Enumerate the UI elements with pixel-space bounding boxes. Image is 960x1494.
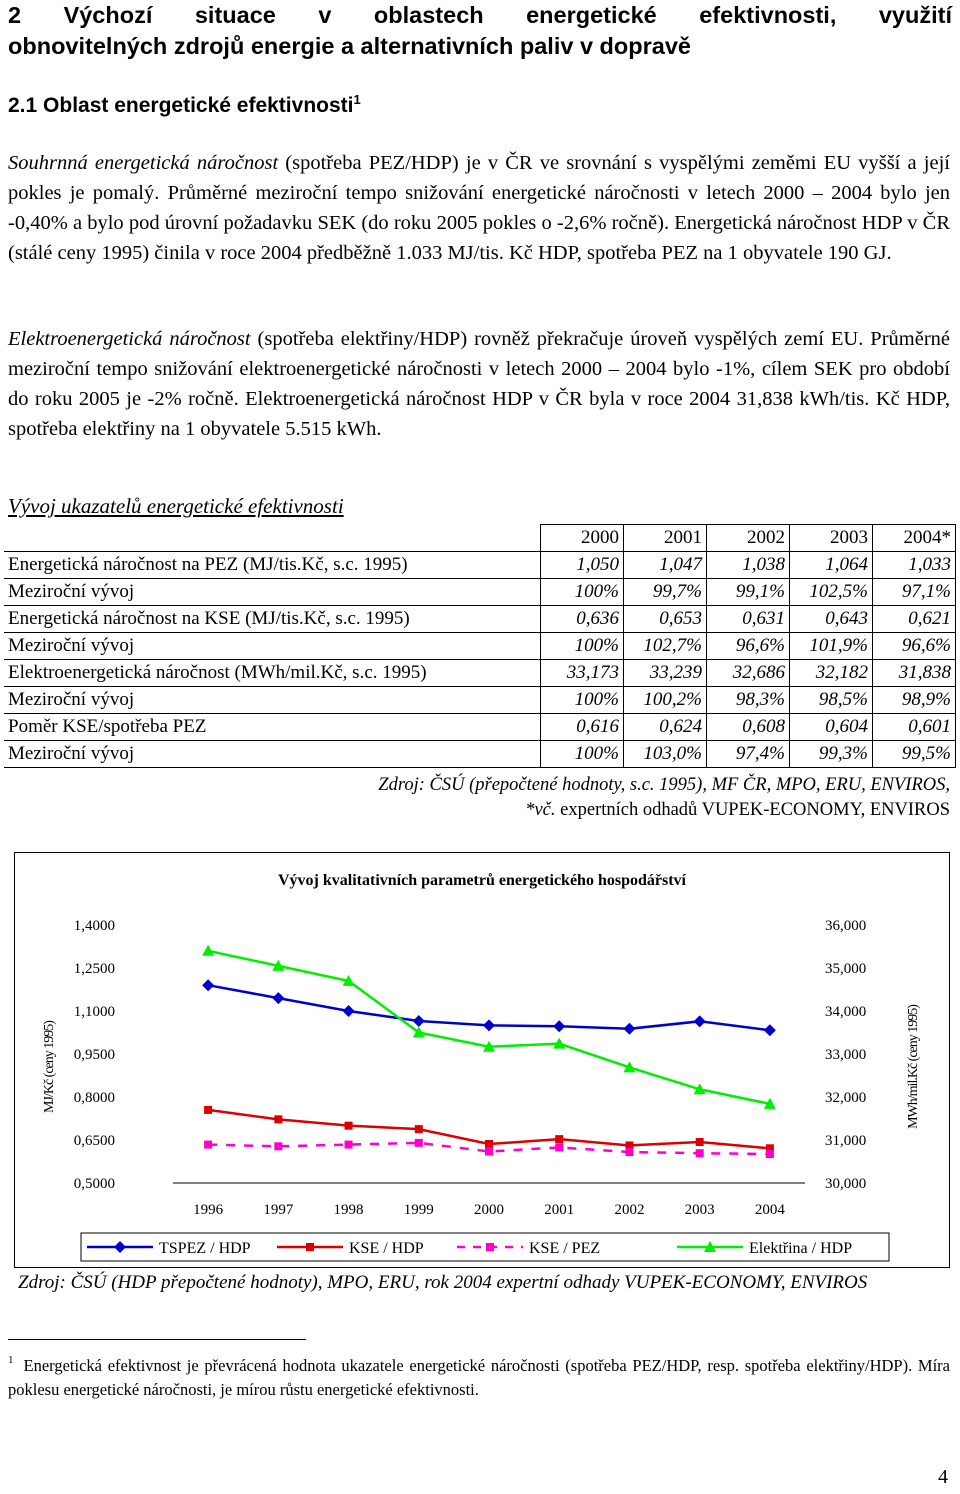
data-point (272, 992, 284, 1004)
chart-frame (14, 852, 950, 1268)
data-point (413, 1015, 425, 1027)
x-tick-label: 1997 (263, 1202, 294, 1218)
table-row-label: Poměr KSE/spotřeba PEZ (4, 714, 541, 741)
table-cell: 102,5% (790, 579, 873, 606)
data-point (343, 1005, 355, 1017)
table-row (4, 660, 956, 687)
table-cell: 1,047 (624, 552, 707, 579)
legend-label: Elektřina / HDP (749, 1240, 853, 1257)
table-cell: 100% (541, 741, 624, 768)
table-cell: 32,182 (790, 660, 873, 687)
data-point (485, 1140, 493, 1148)
y-tick-label: 0,8000 (73, 1090, 115, 1106)
table-row (4, 714, 956, 741)
table-cell: 32,686 (707, 660, 790, 687)
paragraph-electro-intensity (8, 324, 950, 444)
table-row (4, 633, 956, 660)
indicators-table (4, 524, 956, 768)
table-cell: 1,038 (707, 552, 790, 579)
table-header-year: 2002 (707, 525, 790, 552)
table-cell: 100% (541, 579, 624, 606)
table-cell: 98,3% (707, 687, 790, 714)
table-header-row (4, 525, 956, 552)
y-tick-label: 0,9500 (73, 1047, 115, 1063)
x-tick-label: 2003 (684, 1202, 715, 1218)
section-heading-text: 2.1 Oblast energetické efektivnosti (8, 94, 354, 117)
table-source-mark: *vč. (525, 800, 556, 820)
paragraph-lead: Elektroenergetická náročnost (8, 328, 251, 350)
table-cell: 0,616 (541, 714, 624, 741)
table-cell: 33,239 (624, 660, 707, 687)
section-heading (8, 86, 361, 120)
table-cell: 0,608 (707, 714, 790, 741)
y2-tick-label: 31,000 (825, 1133, 867, 1149)
table-header-year: 2001 (624, 525, 707, 552)
data-point (696, 1149, 704, 1157)
table-row-label: Meziroční vývoj (4, 687, 541, 714)
table-row (4, 552, 956, 579)
data-point (415, 1139, 423, 1147)
table-source-line2-text: expertních odhadů VUPEK-ECONOMY, ENVIROS (555, 800, 950, 820)
footnote-separator (8, 1339, 306, 1340)
y-tick-label: 1,4000 (73, 918, 115, 934)
table-cell: 97,4% (707, 741, 790, 768)
footnote-ref: 1 (353, 92, 361, 107)
line-chart (15, 853, 949, 1267)
table-cell: 96,6% (873, 633, 956, 660)
data-point (415, 1125, 423, 1133)
legend-marker (306, 1243, 314, 1251)
table-cell: 1,064 (790, 552, 873, 579)
data-point (694, 1015, 706, 1027)
table-row (4, 741, 956, 768)
table-source-line1: Zdroj: ČSÚ (přepočtené hodnoty, s.c. 1995), MF ČR, MPO, ERU, ENVIROS, (378, 775, 950, 795)
y2-axis-label: MWh/mil.Kč (ceny 1995) (906, 1005, 921, 1129)
x-tick-label: 2001 (544, 1202, 575, 1218)
x-tick-label: 1999 (403, 1202, 434, 1218)
data-point (274, 1142, 282, 1150)
data-point (274, 1115, 282, 1123)
legend-marker (486, 1243, 494, 1251)
data-point (202, 945, 214, 956)
table-cell: 0,601 (873, 714, 956, 741)
data-point (345, 1141, 353, 1149)
table-row (4, 687, 956, 714)
table-source (378, 773, 950, 823)
table-row (4, 579, 956, 606)
table-cell: 1,050 (541, 552, 624, 579)
footnote-text: Energetická efektivnost je převrácená hodnota ukazatele energetické náročnosti (spotřeba PEZ/HDP, resp. spotřeba elektřiny/HDP). Míra poklesu energetické náročnosti, je mírou růstu energetické efektivnosti. (8, 1356, 950, 1399)
paragraph-body: (spotřeba elektřiny/HDP) rovněž překračuje úroveň vyspělých zemí EU. Průměrné meziroční tempo snižování elektroenergetické náročnosti v letech 2000 – 2004 bylo -1%, cílem SEK pro období do roku 2005 je -2% ročně. Elektroenergetická náročnost HDP v ČR byla v roce 2004 31,838 kWh/tis. Kč HDP, spotřeba elektřiny na 1 obyvatele 5.515 kWh. (8, 328, 950, 440)
table-cell: 99,1% (707, 579, 790, 606)
table-row-label: Elektroenergetická náročnost (MWh/mil.Kč, s.c. 1995) (4, 660, 541, 687)
table-cell: 0,624 (624, 714, 707, 741)
table-cell: 100% (541, 687, 624, 714)
table-row-label: Meziroční vývoj (4, 633, 541, 660)
data-point (204, 1141, 212, 1149)
legend-label: KSE / PEZ (529, 1240, 601, 1257)
y-tick-label: 0,5000 (73, 1176, 115, 1192)
chart-source: Zdroj: ČSÚ (HDP přepočtené hodnoty), MPO, ERU, rok 2004 expertní odhady VUPEK-ECONOMY, ENVIROS (18, 1272, 868, 1293)
paragraph-lead: Souhrnná energetická náročnost (8, 152, 279, 174)
data-point (202, 979, 214, 991)
page-number: 4 (938, 1466, 948, 1488)
data-point (555, 1143, 563, 1151)
chapter-heading (8, 0, 952, 62)
legend-label: TSPEZ / HDP (159, 1240, 251, 1257)
table-row-label: Energetická náročnost na KSE (MJ/tis.Kč, s.c. 1995) (4, 606, 541, 633)
table-row-label: Meziroční vývoj (4, 579, 541, 606)
table-cell: 98,5% (790, 687, 873, 714)
y2-tick-label: 34,000 (825, 1004, 867, 1020)
x-tick-label: 1996 (193, 1202, 224, 1218)
x-tick-label: 1998 (333, 1202, 364, 1218)
data-point (345, 1122, 353, 1130)
paragraph-body: (spotřeba PEZ/HDP) je v ČR ve srovnání s vyspělými zeměmi EU vyšší a její pokles je pomalý. Průměrné meziroční tempo snižování energetické náročnosti v letech 2000 – 2004 bylo jen -0,40% a bylo pod úrovní požadavku SEK (do roku 2005 pokles o -2,6% ročně). Energetická náročnost HDP v ČR (stálé ceny 1995) činila v roce 2004 předběžně 1.033 MJ/tis. Kč HDP, spotřeba PEZ na 1 obyvatele 190 GJ. (8, 152, 950, 264)
table-row-label: Meziroční vývoj (4, 741, 541, 768)
table-cell: 102,7% (624, 633, 707, 660)
data-point (553, 1020, 565, 1032)
chart-title: Vývoj kvalitativních parametrů energetického hospodářství (278, 872, 686, 889)
y2-tick-label: 32,000 (825, 1090, 867, 1106)
footnote-mark: 1 (8, 1354, 14, 1366)
table-header-year: 2000 (541, 525, 624, 552)
table-cell: 103,0% (624, 741, 707, 768)
table-cell: 97,1% (873, 579, 956, 606)
legend-label: KSE / HDP (349, 1240, 424, 1257)
table-header-blank (4, 525, 541, 552)
legend-marker (114, 1241, 126, 1253)
data-point (764, 1024, 776, 1036)
y-tick-label: 1,2500 (73, 961, 115, 977)
chapter-heading-line2: obnovitelných zdrojů energie a alternativních paliv v dopravě (8, 33, 691, 59)
y2-tick-label: 36,000 (825, 918, 867, 934)
table-cell: 1,033 (873, 552, 956, 579)
data-point (766, 1150, 774, 1158)
y2-tick-label: 33,000 (825, 1047, 867, 1063)
data-point (485, 1147, 493, 1155)
y-tick-label: 1,1000 (73, 1004, 115, 1020)
data-point (696, 1138, 704, 1146)
table-cell: 0,604 (790, 714, 873, 741)
x-tick-label: 2002 (614, 1202, 645, 1218)
table-cell: 98,9% (873, 687, 956, 714)
table-cell: 0,653 (624, 606, 707, 633)
table-header-year: 2004* (873, 525, 956, 552)
table-cell: 33,173 (541, 660, 624, 687)
data-point (555, 1135, 563, 1143)
y-axis-label: MJ/Kč (ceny 1995) (42, 1021, 57, 1113)
table-cell: 99,5% (873, 741, 956, 768)
chapter-heading-line1: 2 Výchozí situace v oblastech energetické efektivnosti, využití (8, 2, 952, 28)
x-tick-label: 2000 (474, 1202, 504, 1218)
table-cell: 0,631 (707, 606, 790, 633)
y-tick-label: 0,6500 (73, 1133, 115, 1149)
table-cell: 96,6% (707, 633, 790, 660)
paragraph-energy-intensity (8, 148, 950, 268)
table-cell: 0,643 (790, 606, 873, 633)
table-cell: 101,9% (790, 633, 873, 660)
table-cell: 99,3% (790, 741, 873, 768)
table-cell: 100% (541, 633, 624, 660)
y2-tick-label: 30,000 (825, 1176, 867, 1192)
table-cell: 0,636 (541, 606, 624, 633)
data-point (625, 1148, 633, 1156)
table-header-year: 2003 (790, 525, 873, 552)
table-source-line2 (378, 798, 950, 823)
table-cell: 100,2% (624, 687, 707, 714)
table-cell: 0,621 (873, 606, 956, 633)
table-row-label: Energetická náročnost na PEZ (MJ/tis.Kč, s.c. 1995) (4, 552, 541, 579)
table-section-title: Vývoj ukazatelů energetické efektivnosti (8, 494, 344, 518)
data-point (483, 1019, 495, 1031)
table-cell: 31,838 (873, 660, 956, 687)
y2-tick-label: 35,000 (825, 961, 867, 977)
data-point (204, 1106, 212, 1114)
data-point (623, 1023, 635, 1035)
x-tick-label: 2004 (754, 1202, 785, 1218)
table-cell: 99,7% (624, 579, 707, 606)
table-row (4, 606, 956, 633)
footnote (8, 1348, 950, 1402)
